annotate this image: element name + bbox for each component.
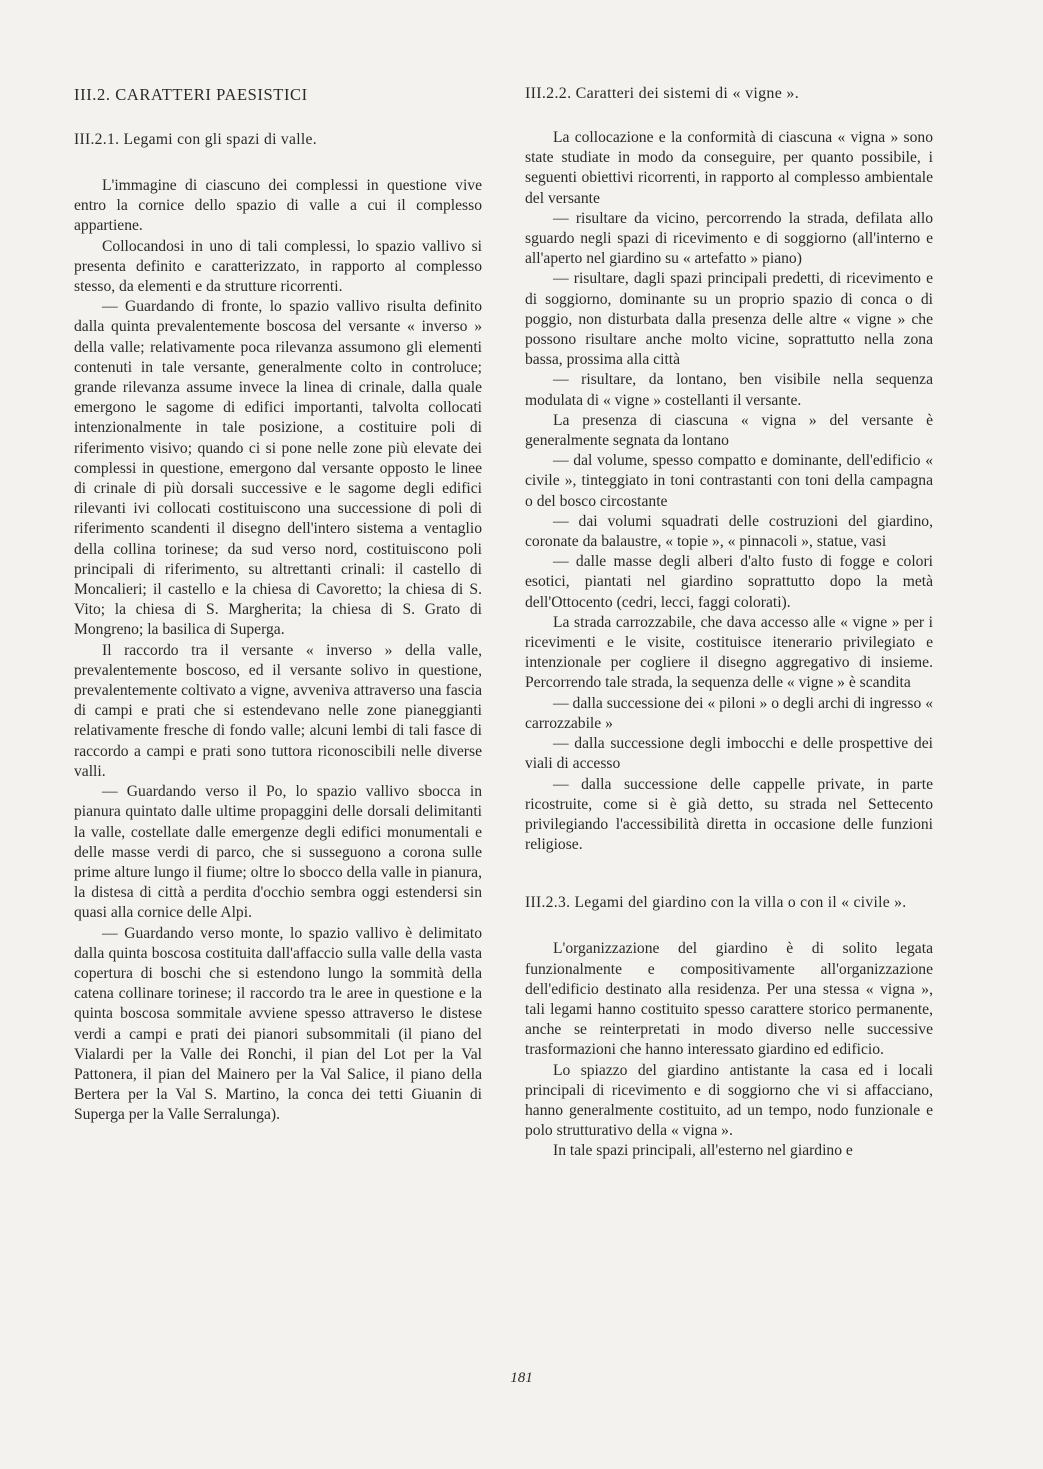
paragraph: — risultare, da lontano, ben visibile nella sequenza modulata di « vigne » costellanti il versante. [525,371,933,409]
page-number: 181 [510,1370,533,1386]
left-column [74,84,482,1126]
paragraph: Collocandosi in uno di tali complessi, lo spazio vallivo si presenta definito e caratterizzato, in rapporto al complesso stesso, da elementi e da strutture ricorrenti. [74,237,482,296]
paragraph: L'organizzazione del giardino è di solito legata funzionalmente e compositivamente all'organizzazione dell'edificio destinato alla residenza. Per una stessa « vigna », tali legami hanno costituito spesso carattere storico permanente, anche se reinterpretati in modo diverso nelle successive trasformazioni che hanno interessato giardino ed edificio. [525,940,933,1059]
subsection-title-2-3: III.2.3. Legami del giardino con la villa o con il « civile ». [525,894,907,912]
paragraph: — dal volume, spesso compatto e dominante, dell'edificio « civile », tinteggiato in toni contrastanti con toni della campagna o del bosco circostante [525,452,933,510]
paragraph: L'immagine di ciascuno dei complessi in questione vive entro la cornice dello spazio di valle a cui il complesso appartiene. [74,177,482,235]
paragraph: — Guardando verso monte, lo spazio vallivo è delimitato dalla quinta boscosa costituita dall'affaccio sulla valle della vasta copertura di boschi che si estendono lungo la sommità della catena collinare torinese; il raccordo tra le aree in questione e la quinta boscosa sommitale avviene spesso attraverso le distese verdi a campi e prati dei pianori subsommitali (il piano del Vialardi per la Valle dei Ronchi, il pian del Lot per la Val Pattonera, il pian del Mainero per la Val Salice, il piano della Bertera per la Val S. Martino, la conca dei tetti Giuanin di Superga per la Valle Serralunga). [74,924,482,1124]
paragraph: — Guardando verso il Po, lo spazio vallivo sbocca in pianura quintato dalle ultime propaggini delle dorsali delimitanti la valle, costellate dalle emergenze degli edifici monumentali e delle masse verdi di parco, che si susseguono a corona sulle prime alture lungo il fiume; oltre lo sbocco della valle in pianura, la distesa di città a perdita d'occhio sembra oggi estendersi sin quasi alla cornice delle Alpi. [74,783,482,922]
paragraph: Il raccordo tra il versante « inverso » della valle, prevalentemente boscoso, ed il versante solivo in questione, prevalentemente coltivato a vigne, avveniva attraverso una fascia di campi e prati che si estendevano nelle zone pianeggianti relativamente fresche di fondo valle; alcuni lembi di tali fasce di raccordo a campi e prati sono tuttora riconoscibili nelle diverse valli. [74,641,482,780]
paragraph: — dalle masse degli alberi d'alto fusto di fogge e colori esotici, piantati nel giardino soprattutto dopo la metà dell'Ottocento (cedri, lecci, faggi colorati). [525,553,933,611]
paragraph: Lo spiazzo del giardino antistante la casa ed i locali principali di ricevimento e di soggiorno che vi si affacciano, hanno generalmente costituito, ad un tempo, nodo funzionale e polo strutturativo della « vigna ». [525,1061,933,1140]
paragraph: — Guardando di fronte, lo spazio vallivo risulta definito dalla quinta prevalentemente boscosa del versante « inverso » della valle; relativamente poca rilevanza assumono gli elementi contenuti in tale versante, generalmente colto in controluce; grande rilevanza assume invece la linea di crinale, dalla quale emergono le sagome di edifici importanti, talvolta collocati intenzionalmente in tale posizione, a costituire poli di riferimento visivo; quando ci si pone nelle zone più elevate dei complessi in questione, emergono dal versante opposto le linee di crinale di più dorsali successive e le sagome degli edifici rilevanti ivi collocati costituiscono una successione di poli di riferimento scandenti il disegno dell'intero sistema a ventaglio della collina torinese; da sud verso nord, costituiscono poli principali di riferimento, su altrettanti crinali: il castello di Moncalieri; il castello e la chiesa di Cavoretto; la chiesa di S. Vito; la chiesa di S. Margherita; la chiesa di S. Grato di Mongreno; la basilica di Superga. [74,298,482,639]
paragraph: La strada carrozzabile, che dava accesso alle « vigne » per i ricevimenti e le visite, costituisce itenerario privilegiato e intenzionale per cogliere il disegno aggregativo di insieme. Percorrendo tale strada, la sequenza delle « vigne » è scandita [525,613,933,692]
paragraph: La presenza di ciascuna « vigna » del versante è generalmente segnata da lontano [525,411,933,450]
right-column [525,84,933,1162]
subsection-title-2-1: III.2.1. Legami con gli spazi di valle. [74,131,317,148]
paragraph: In tale spazi principali, all'esterno nel giardino e [553,1142,853,1160]
paragraph: — risultare da vicino, percorrendo la strada, defilata allo sguardo negli spazi di ricevimento e di soggiorno (all'interno e all'aperto nel giardino su « artefatto » piano) [525,209,933,268]
paragraph: — dalla successione dei « piloni » o degli archi di ingresso « carrozzabile » [525,694,933,732]
subsection-title-2-2: III.2.2. Caratteri dei sistemi di « vigne ». [525,85,800,102]
paragraph: — dai volumi squadrati delle costruzioni del giardino, coronate da balaustre, « topie », « pinnacoli », statue, vasi [525,512,933,551]
section-title: III.2. CARATTERI PAESISTICI [74,85,308,104]
paragraph: — risultare, dagli spazi principali predetti, di ricevimento e di soggiorno, dominante su un proprio spazio di conca o di poggio, non disturbata dalla presenza delle altre « vigne » che possono risultare anche molto vicine, soprattutto nella zona bassa, prossima alla città [525,270,933,369]
paragraph: La collocazione e la conformità di ciascuna « vigna » sono state studiate in modo da conseguire, per quanto possibile, i seguenti obiettivi ricorrenti, in rapporto al complesso ambientale del versante [525,129,933,207]
paragraph: — dalla successione degli imbocchi e delle prospettive dei viali di accesso [525,735,933,773]
paragraph: — dalla successione delle cappelle private, in parte ricostruite, come si è già detto, su strada nel Settecento privilegiando l'accessibilità diretta in occasione delle funzioni religiose. [525,775,933,854]
